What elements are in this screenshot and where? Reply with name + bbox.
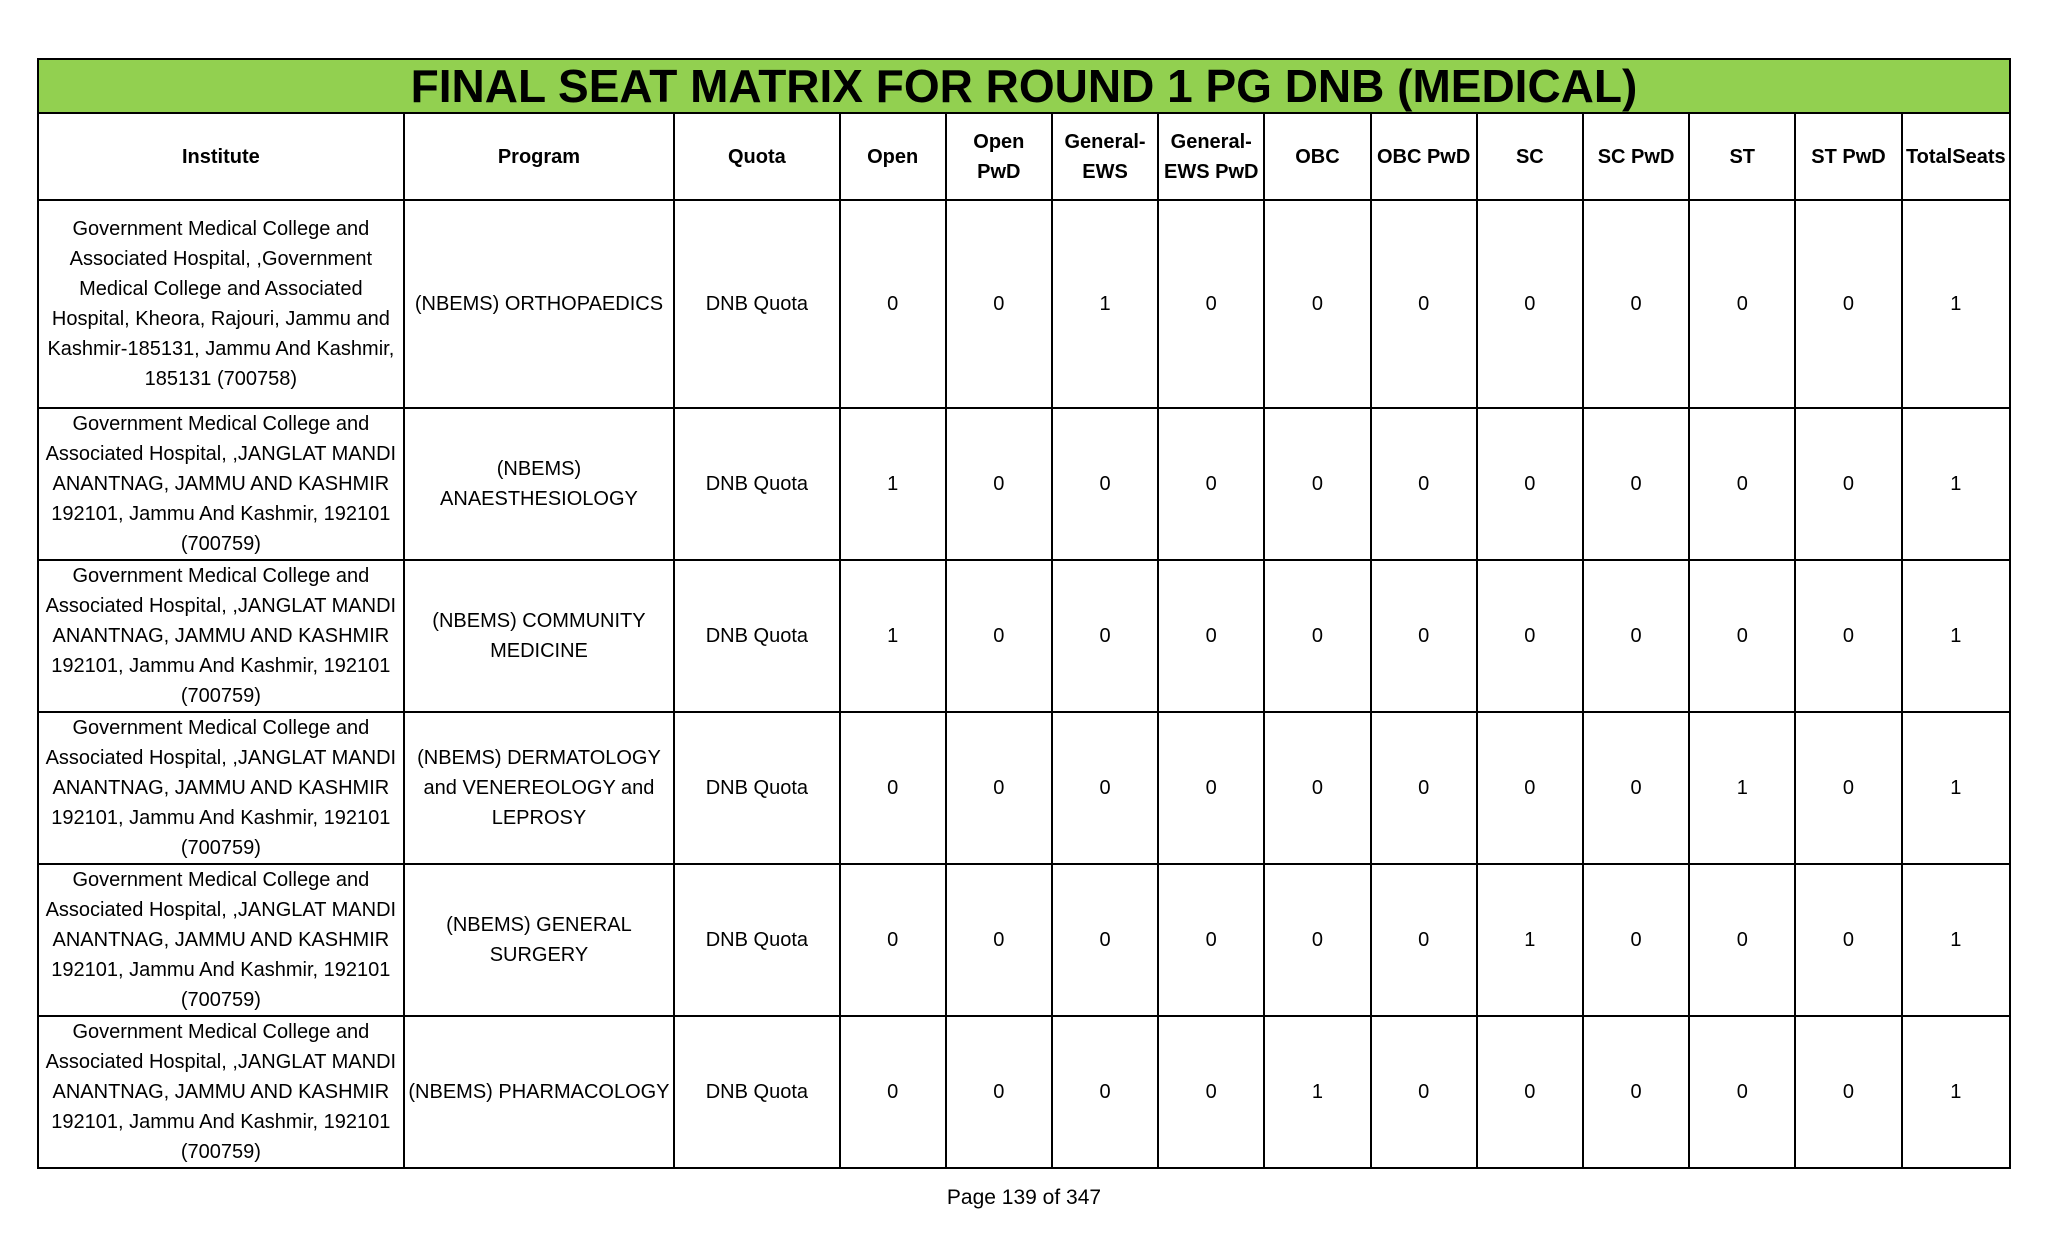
column-header-sc: SC [1477,113,1583,200]
column-header-total-seats: TotalSeats [1902,113,2010,200]
cell-institute: Government Medical College and Associated Hospital, ,JANGLAT MANDI ANANTNAG, JAMMU AND KASHMIR 192101, Jammu And Kashmir, 192101 (700759) [38,560,404,712]
table-row [38,1016,2010,1168]
cell-obc-pwd: 0 [1371,1016,1477,1168]
cell-sc-pwd: 0 [1583,560,1689,712]
cell-st-pwd: 0 [1795,1016,1901,1168]
cell-total-seats: 1 [1902,1016,2010,1168]
cell-obc: 0 [1264,560,1370,712]
cell-st: 0 [1689,408,1795,560]
cell-general-ews-pwd: 0 [1158,712,1264,864]
cell-obc-pwd: 0 [1371,864,1477,1016]
cell-sc-pwd: 0 [1583,408,1689,560]
cell-quota: DNB Quota [674,1016,839,1168]
table-row [38,560,2010,712]
cell-open: 1 [840,408,946,560]
cell-general-ews-pwd: 0 [1158,408,1264,560]
column-header-program: Program [404,113,675,200]
column-header-st: ST [1689,113,1795,200]
cell-sc: 0 [1477,408,1583,560]
cell-total-seats: 1 [1902,200,2010,408]
cell-sc: 0 [1477,200,1583,408]
cell-obc: 0 [1264,864,1370,1016]
cell-institute: Government Medical College and Associated Hospital, ,JANGLAT MANDI ANANTNAG, JAMMU AND KASHMIR 192101, Jammu And Kashmir, 192101 (700759) [38,1016,404,1168]
cell-open: 1 [840,560,946,712]
column-header-open: Open [840,113,946,200]
cell-st-pwd: 0 [1795,560,1901,712]
cell-st-pwd: 0 [1795,408,1901,560]
cell-quota: DNB Quota [674,408,839,560]
column-header-institute: Institute [38,113,404,200]
cell-obc-pwd: 0 [1371,200,1477,408]
column-header-general-ews: General-EWS [1052,113,1158,200]
cell-general-ews-pwd: 0 [1158,560,1264,712]
cell-general-ews: 0 [1052,712,1158,864]
cell-quota: DNB Quota [674,864,839,1016]
cell-sc-pwd: 0 [1583,712,1689,864]
cell-st: 0 [1689,560,1795,712]
cell-obc: 0 [1264,200,1370,408]
cell-st: 0 [1689,1016,1795,1168]
cell-obc: 0 [1264,712,1370,864]
cell-quota: DNB Quota [674,560,839,712]
column-header-open-pwd: Open PwD [946,113,1052,200]
cell-st: 1 [1689,712,1795,864]
cell-general-ews: 0 [1052,1016,1158,1168]
cell-obc: 0 [1264,408,1370,560]
column-header-st-pwd: ST PwD [1795,113,1901,200]
seat-matrix-table [37,58,2011,1169]
cell-st-pwd: 0 [1795,200,1901,408]
cell-sc: 1 [1477,864,1583,1016]
cell-obc: 1 [1264,1016,1370,1168]
table-row [38,712,2010,864]
cell-sc-pwd: 0 [1583,1016,1689,1168]
page-number: Page 139 of 347 [946,1186,1102,1209]
cell-st: 0 [1689,864,1795,1016]
cell-obc-pwd: 0 [1371,712,1477,864]
cell-program: (NBEMS) PHARMACOLOGY [404,1016,675,1168]
cell-total-seats: 1 [1902,864,2010,1016]
cell-sc: 0 [1477,1016,1583,1168]
cell-program: (NBEMS) ORTHOPAEDICS [404,200,675,408]
cell-general-ews: 0 [1052,864,1158,1016]
cell-quota: DNB Quota [674,712,839,864]
cell-sc-pwd: 0 [1583,200,1689,408]
cell-sc-pwd: 0 [1583,864,1689,1016]
column-header-sc-pwd: SC PwD [1583,113,1689,200]
cell-obc-pwd: 0 [1371,408,1477,560]
cell-st-pwd: 0 [1795,864,1901,1016]
cell-general-ews: 0 [1052,408,1158,560]
cell-open-pwd: 0 [946,560,1052,712]
cell-general-ews-pwd: 0 [1158,1016,1264,1168]
column-header-quota: Quota [674,113,839,200]
cell-open-pwd: 0 [946,1016,1052,1168]
cell-general-ews: 1 [1052,200,1158,408]
cell-open-pwd: 0 [946,864,1052,1016]
title-row [38,59,2010,113]
cell-general-ews-pwd: 0 [1158,200,1264,408]
cell-total-seats: 1 [1902,560,2010,712]
cell-program: (NBEMS) DERMATOLOGY and VENEREOLOGY and LEPROSY [404,712,675,864]
cell-sc: 0 [1477,712,1583,864]
cell-open-pwd: 0 [946,408,1052,560]
table-row [38,864,2010,1016]
cell-institute: Government Medical College and Associated Hospital, ,JANGLAT MANDI ANANTNAG, JAMMU AND KASHMIR 192101, Jammu And Kashmir, 192101 (700759) [38,712,404,864]
cell-general-ews: 0 [1052,560,1158,712]
cell-quota: DNB Quota [674,200,839,408]
table-row [38,408,2010,560]
column-header-general-ews-pwd: General-EWS PwD [1158,113,1264,200]
cell-program: (NBEMS) ANAESTHESIOLOGY [404,408,675,560]
cell-st-pwd: 0 [1795,712,1901,864]
table-title: FINAL SEAT MATRIX FOR ROUND 1 PG DNB (MEDICAL) [38,59,2010,113]
cell-open: 0 [840,864,946,1016]
cell-obc-pwd: 0 [1371,560,1477,712]
column-header-obc-pwd: OBC PwD [1371,113,1477,200]
cell-open: 0 [840,1016,946,1168]
cell-open-pwd: 0 [946,200,1052,408]
cell-program: (NBEMS) COMMUNITY MEDICINE [404,560,675,712]
cell-open: 0 [840,200,946,408]
cell-institute: Government Medical College and Associated Hospital, ,JANGLAT MANDI ANANTNAG, JAMMU AND KASHMIR 192101, Jammu And Kashmir, 192101 (700759) [38,408,404,560]
table-row [38,200,2010,408]
cell-program: (NBEMS) GENERAL SURGERY [404,864,675,1016]
cell-general-ews-pwd: 0 [1158,864,1264,1016]
cell-st: 0 [1689,200,1795,408]
cell-total-seats: 1 [1902,712,2010,864]
cell-open-pwd: 0 [946,712,1052,864]
cell-sc: 0 [1477,560,1583,712]
cell-institute: Government Medical College and Associated Hospital, ,Government Medical College and Associated Hospital, Kheora, Rajouri, Jammu and Kashmir-185131, Jammu And Kashmir, 185131 (700758) [38,200,404,408]
cell-open: 0 [840,712,946,864]
cell-institute: Government Medical College and Associated Hospital, ,JANGLAT MANDI ANANTNAG, JAMMU AND KASHMIR 192101, Jammu And Kashmir, 192101 (700759) [38,864,404,1016]
header-row [38,113,2010,200]
column-header-obc: OBC [1264,113,1370,200]
cell-total-seats: 1 [1902,408,2010,560]
